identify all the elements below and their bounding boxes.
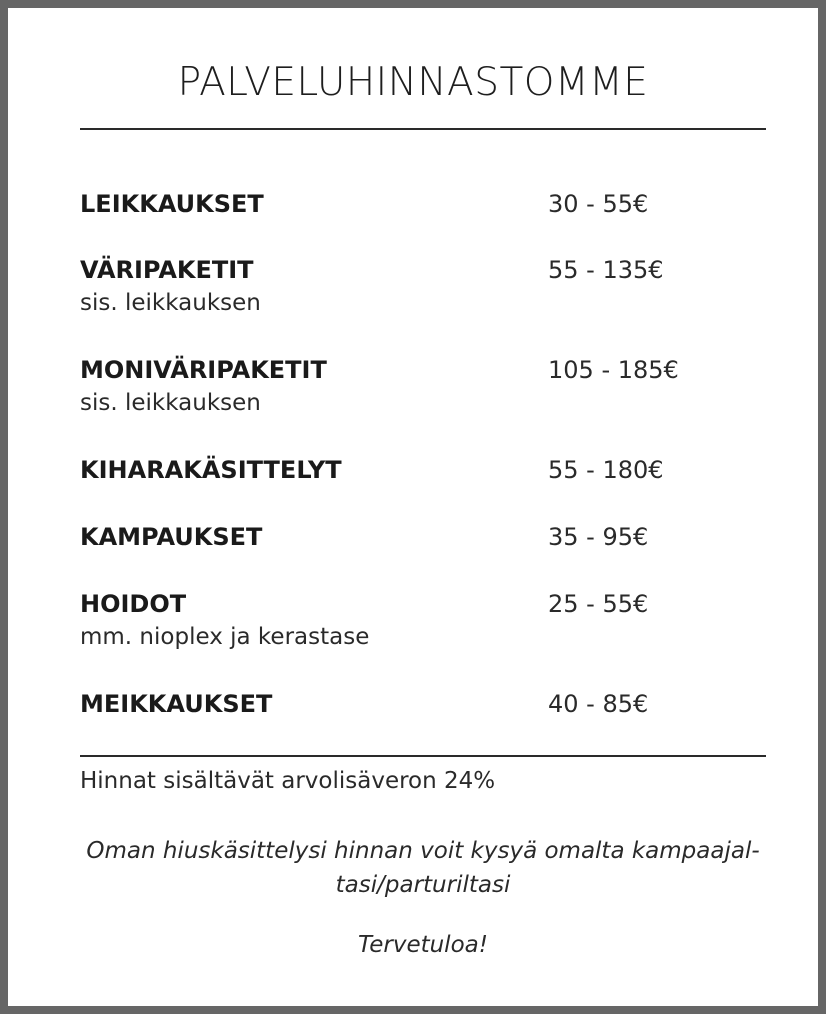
ask-price-note (80, 834, 766, 902)
service-price: 55 - 135€ (548, 256, 664, 284)
service-note: mm. nioplex ja kerastase (80, 624, 370, 650)
service-price: 35 - 95€ (548, 523, 649, 551)
top-divider (80, 128, 766, 130)
service-name: MONIVÄRIPAKETIT (80, 356, 327, 384)
service-name: KIHARAKÄSITTELYT (80, 456, 342, 484)
page-title: PALVELUHINNASTOMME (177, 60, 649, 105)
service-name: HOIDOT (80, 590, 187, 618)
service-name: VÄRIPAKETIT (80, 256, 254, 284)
service-price: 25 - 55€ (548, 590, 649, 618)
service-price: 105 - 185€ (548, 356, 679, 384)
service-note: sis. leikkauksen (80, 290, 261, 316)
service-name: MEIKKAUKSET (80, 690, 273, 718)
service-price: 30 - 55€ (548, 190, 649, 218)
service-name: LEIKKAUKSET (80, 190, 264, 218)
service-price: 55 - 180€ (548, 456, 664, 484)
bottom-divider (80, 755, 766, 757)
service-name: KAMPAUKSET (80, 523, 263, 551)
price-list-card (8, 8, 818, 1006)
ask-price-note-line2: tasi/parturiltasi (335, 872, 511, 898)
service-note: sis. leikkauksen (80, 390, 261, 416)
service-price: 40 - 85€ (548, 690, 649, 718)
ask-price-note-line1: Oman hiuskäsittelysi hinnan voit kysyä omalta kampaajal- (86, 838, 760, 864)
vat-note: Hinnat sisältävät arvolisäveron 24% (80, 768, 496, 794)
welcome-text: Tervetuloa! (358, 932, 488, 958)
